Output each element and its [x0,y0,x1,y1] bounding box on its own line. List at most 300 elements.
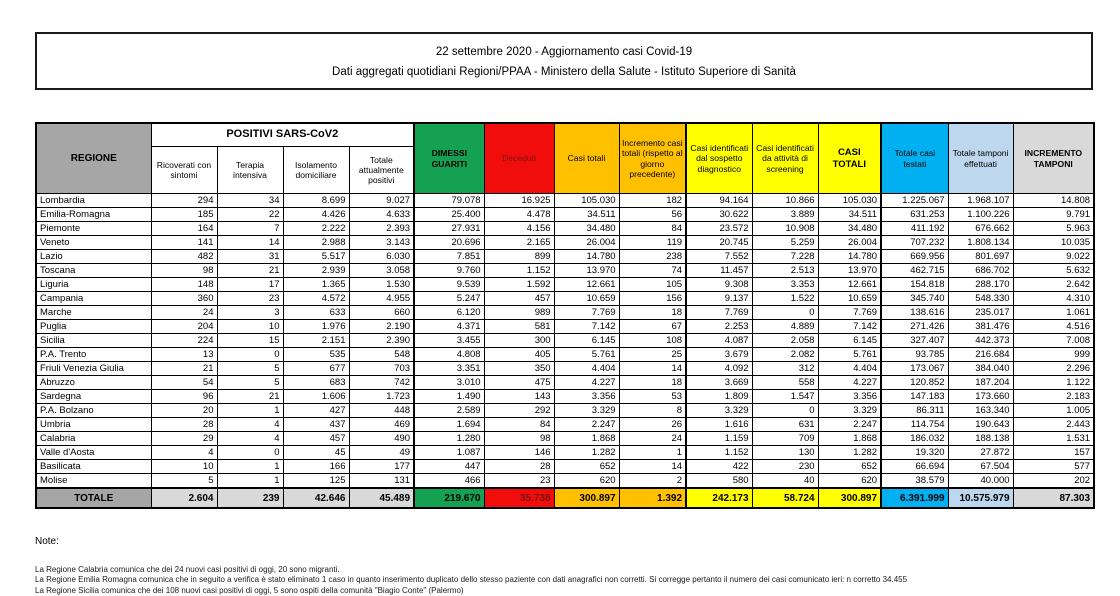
value-cell: 989 [484,306,554,320]
value-cell: 3.356 [554,390,619,404]
value-cell: 5.247 [414,292,484,306]
value-cell: 2.939 [283,264,349,278]
value-cell: 1 [217,460,283,474]
value-cell: 10.866 [752,194,818,208]
value-cell: 2.151 [283,334,349,348]
value-cell: 40.000 [948,474,1013,489]
value-cell: 7.142 [818,320,881,334]
value-cell: 238 [619,250,686,264]
title-box [35,32,1093,90]
value-cell: 27.931 [414,222,484,236]
table-row [36,320,1094,334]
value-cell: 28 [484,460,554,474]
value-cell: 87.303 [1013,488,1094,508]
region-cell: Abruzzo [36,376,151,390]
value-cell: 2 [619,474,686,489]
value-cell: 742 [349,376,414,390]
value-cell: 14 [217,236,283,250]
value-cell: 2.247 [818,418,881,432]
value-cell: 146 [484,446,554,460]
value-cell: 190.643 [948,418,1013,432]
col-header-terapia-intensiva: Terapia intensiva [217,147,283,194]
value-cell: 7.552 [686,250,752,264]
value-cell: 1.392 [619,488,686,508]
value-cell: 1.694 [414,418,484,432]
table-row [36,362,1094,376]
value-cell: 6.120 [414,306,484,320]
value-cell: 2.390 [349,334,414,348]
value-cell: 300.897 [818,488,881,508]
value-cell: 5 [217,362,283,376]
value-cell: 9.539 [414,278,484,292]
value-cell: 35.738 [484,488,554,508]
value-cell: 1.968.107 [948,194,1013,208]
value-cell: 8.699 [283,194,349,208]
value-cell: 25.400 [414,208,484,222]
value-cell: 1.592 [484,278,554,292]
value-cell: 6.030 [349,250,414,264]
value-cell: 580 [686,474,752,489]
value-cell: 4.371 [414,320,484,334]
value-cell: 5.761 [554,348,619,362]
value-cell: 21 [217,264,283,278]
value-cell: 577 [1013,460,1094,474]
region-cell: Lombardia [36,194,151,208]
value-cell: 163.340 [948,404,1013,418]
value-cell: 166 [283,460,349,474]
value-cell: 4 [217,432,283,446]
value-cell: 4.404 [818,362,881,376]
col-header-casi-totali: Casi totali [554,123,619,194]
value-cell: 312 [752,362,818,376]
value-cell: 86.311 [881,404,948,418]
value-cell: 12.661 [554,278,619,292]
value-cell: 235.017 [948,306,1013,320]
value-cell: 345.740 [881,292,948,306]
value-cell: 164 [151,222,217,236]
value-cell: 4.227 [554,376,619,390]
table-row [36,264,1094,278]
value-cell: 29 [151,432,217,446]
region-cell: Toscana [36,264,151,278]
table-row [36,474,1094,489]
value-cell: 3.455 [414,334,484,348]
value-cell: 5 [151,474,217,489]
value-cell: 24 [619,432,686,446]
col-header-casi-screening: Casi identificati da attività di screening [752,123,818,194]
value-cell: 23.572 [686,222,752,236]
value-cell: 462.715 [881,264,948,278]
value-cell: 660 [349,306,414,320]
region-cell: Sicilia [36,334,151,348]
region-cell: Molise [36,474,151,489]
col-header-deceduti: Deceduti [484,123,554,194]
value-cell: 2.589 [414,404,484,418]
title-line-2: Dati aggregati quotidiani Regioni/PPAA - Ministero della Salute - Istituto Superiore di Sanità [332,66,796,78]
region-cell: Lazio [36,250,151,264]
value-cell: 1.005 [1013,404,1094,418]
value-cell: 709 [752,432,818,446]
value-cell: 58.724 [752,488,818,508]
value-cell: 4.404 [554,362,619,376]
value-cell: 79.078 [414,194,484,208]
table-row [36,278,1094,292]
value-cell: 216.684 [948,348,1013,362]
value-cell: 4.227 [818,376,881,390]
value-cell: 7.769 [554,306,619,320]
value-cell: 683 [283,376,349,390]
value-cell: 84 [619,222,686,236]
value-cell: 53 [619,390,686,404]
value-cell: 9.027 [349,194,414,208]
value-cell: 1.531 [1013,432,1094,446]
value-cell: 3.889 [752,208,818,222]
value-cell: 1.280 [414,432,484,446]
region-cell: Marche [36,306,151,320]
value-cell: 25 [619,348,686,362]
value-cell: 219.670 [414,488,484,508]
value-cell: 652 [554,460,619,474]
value-cell: 5.963 [1013,222,1094,236]
value-cell: 138.616 [881,306,948,320]
value-cell: 3.058 [349,264,414,278]
value-cell: 1.282 [818,446,881,460]
value-cell: 4.633 [349,208,414,222]
value-cell: 2.604 [151,488,217,508]
value-cell: 9.760 [414,264,484,278]
region-cell: Puglia [36,320,151,334]
value-cell: 173.660 [948,390,1013,404]
value-cell: 469 [349,418,414,432]
value-cell: 67.504 [948,460,1013,474]
value-cell: 1.282 [554,446,619,460]
col-header-dimessi-guariti: DIMESSI GUARITI [414,123,484,194]
col-group-positivi-sars-cov2: POSITIVI SARS-CoV2 [151,123,414,147]
value-cell: 676.662 [948,222,1013,236]
table-row [36,236,1094,250]
value-cell: 93.785 [881,348,948,362]
value-cell: 13.970 [818,264,881,278]
value-cell: 154.818 [881,278,948,292]
table-row [36,404,1094,418]
value-cell: 31 [217,250,283,264]
value-cell: 10.659 [818,292,881,306]
table-row [36,418,1094,432]
table-body [36,194,1094,509]
value-cell: 224 [151,334,217,348]
value-cell: 187.204 [948,376,1013,390]
note-line: La Regione Emilia Romagna comunica che in seguito a verifica è stato eliminato 1 caso in quanto inserimento duplicato dello stesso paziente con dati anagrafici non corretti. Si corregge pertanto il numero dei casi comunicato ieri: n corretto 34.455 [35,575,908,585]
value-cell: 19.320 [881,446,948,460]
value-cell: 4.808 [414,348,484,362]
value-cell: 22 [217,208,283,222]
table-row [36,208,1094,222]
value-cell: 5.632 [1013,264,1094,278]
table-row [36,376,1094,390]
value-cell: 14.808 [1013,194,1094,208]
value-cell: 9.137 [686,292,752,306]
value-cell: 6.145 [818,334,881,348]
value-cell: 27.872 [948,446,1013,460]
value-cell: 67 [619,320,686,334]
value-cell: 300.897 [554,488,619,508]
value-cell: 2.190 [349,320,414,334]
col-header-totale-tamponi: Totale tamponi effettuati [948,123,1013,194]
value-cell: 13 [151,348,217,362]
value-cell: 130 [752,446,818,460]
value-cell: 4.478 [484,208,554,222]
value-cell: 801.697 [948,250,1013,264]
value-cell: 156 [619,292,686,306]
value-cell: 10 [217,320,283,334]
value-cell: 4.087 [686,334,752,348]
col-header-casi-sospetto-diagnostico: Casi identificati dal sospetto diagnostico [686,123,752,194]
value-cell: 2.253 [686,320,752,334]
value-cell: 288.170 [948,278,1013,292]
table-row [36,306,1094,320]
value-cell: 1.152 [686,446,752,460]
value-cell: 300 [484,334,554,348]
value-cell: 18 [619,306,686,320]
value-cell: 177 [349,460,414,474]
value-cell: 147.183 [881,390,948,404]
value-cell: 0 [217,446,283,460]
value-cell: 5 [217,376,283,390]
value-cell: 10 [151,460,217,474]
value-cell: 3.356 [818,390,881,404]
value-cell: 34 [217,194,283,208]
value-cell: 1.159 [686,432,752,446]
value-cell: 1 [217,404,283,418]
value-cell: 1.061 [1013,306,1094,320]
value-cell: 26.004 [554,236,619,250]
value-cell: 24 [151,306,217,320]
value-cell: 42.646 [283,488,349,508]
note-line: La Regione Calabria comunica che dei 24 nuovi casi positivi di oggi, 20 sono migranti. [35,565,340,574]
value-cell: 21 [217,390,283,404]
region-cell: Calabria [36,432,151,446]
value-cell: 15 [217,334,283,348]
value-cell: 2.247 [554,418,619,432]
value-cell: 7.769 [686,306,752,320]
value-cell: 1.547 [752,390,818,404]
value-cell: 271.426 [881,320,948,334]
value-cell: 457 [484,292,554,306]
value-cell: 548.330 [948,292,1013,306]
region-cell: Umbria [36,418,151,432]
col-header-incremento-casi-totali: Incremento casi totali (rispetto al giorno precedente) [619,123,686,194]
value-cell: 9.791 [1013,208,1094,222]
value-cell: 98 [484,432,554,446]
value-cell: 98 [151,264,217,278]
value-cell: 2.296 [1013,362,1094,376]
value-cell: 56 [619,208,686,222]
value-cell: 581 [484,320,554,334]
value-cell: 230 [752,460,818,474]
value-cell: 7 [217,222,283,236]
value-cell: 1.976 [283,320,349,334]
value-cell: 381.476 [948,320,1013,334]
value-cell: 535 [283,348,349,362]
value-cell: 30.622 [686,208,752,222]
covid-data-table [35,122,1095,509]
value-cell: 40 [752,474,818,489]
value-cell: 437 [283,418,349,432]
col-header-regione: REGIONE [36,123,151,194]
region-cell: P.A. Bolzano [36,404,151,418]
value-cell: 2.988 [283,236,349,250]
region-cell: Sardegna [36,390,151,404]
value-cell: 84 [484,418,554,432]
value-cell: 999 [1013,348,1094,362]
value-cell: 7.008 [1013,334,1094,348]
value-cell: 350 [484,362,554,376]
value-cell: 1.606 [283,390,349,404]
value-cell: 2.082 [752,348,818,362]
value-cell: 6.145 [554,334,619,348]
table-row [36,334,1094,348]
value-cell: 26 [619,418,686,432]
value-cell: 292 [484,404,554,418]
value-cell: 1.868 [818,432,881,446]
value-cell: 0 [752,306,818,320]
value-cell: 239 [217,488,283,508]
value-cell: 5.761 [818,348,881,362]
value-cell: 4.572 [283,292,349,306]
value-cell: 442.373 [948,334,1013,348]
value-cell: 202 [1013,474,1094,489]
region-cell: Emilia-Romagna [36,208,151,222]
value-cell: 10.035 [1013,236,1094,250]
value-cell: 620 [554,474,619,489]
value-cell: 1.490 [414,390,484,404]
col-header-isolamento: Isolamento domiciliare [283,147,349,194]
value-cell: 105.030 [554,194,619,208]
value-cell: 686.702 [948,264,1013,278]
value-cell: 1 [619,446,686,460]
col-header-totale-positivi: Totale attualmente positivi [349,147,414,194]
value-cell: 141 [151,236,217,250]
value-cell: 707.232 [881,236,948,250]
value-cell: 185 [151,208,217,222]
table-row [36,390,1094,404]
value-cell: 4.889 [752,320,818,334]
note-line: La Regione Sicilia comunica che dei 108 nuovi casi positivi di oggi, 5 sono ospiti della comunità "Biagio Conte" (Palermo) [35,585,464,595]
value-cell: 1.365 [283,278,349,292]
col-header-incremento-tamponi: INCREMENTO TAMPONI [1013,123,1094,194]
value-cell: 6.391.999 [881,488,948,508]
value-cell: 204 [151,320,217,334]
value-cell: 14 [619,362,686,376]
value-cell: 4.516 [1013,320,1094,334]
value-cell: 4.310 [1013,292,1094,306]
value-cell: 360 [151,292,217,306]
value-cell: 34.511 [554,208,619,222]
value-cell: 2.642 [1013,278,1094,292]
value-cell: 28 [151,418,217,432]
value-cell: 3.351 [414,362,484,376]
value-cell: 38.579 [881,474,948,489]
value-cell: 20 [151,404,217,418]
value-cell: 7.769 [818,306,881,320]
value-cell: 12.661 [818,278,881,292]
value-cell: 2.222 [283,222,349,236]
value-cell: 447 [414,460,484,474]
value-cell: 327.407 [881,334,948,348]
value-cell: 3.679 [686,348,752,362]
value-cell: 26.004 [818,236,881,250]
value-cell: 1.100.226 [948,208,1013,222]
value-cell: 2.513 [752,264,818,278]
value-cell: 427 [283,404,349,418]
value-cell: 10.659 [554,292,619,306]
value-cell: 548 [349,348,414,362]
value-cell: 173.067 [881,362,948,376]
value-cell: 4.092 [686,362,752,376]
table-row [36,250,1094,264]
value-cell: 1.809 [686,390,752,404]
value-cell: 14.780 [818,250,881,264]
value-cell: 1.152 [484,264,554,278]
value-cell: 631 [752,418,818,432]
value-cell: 186.032 [881,432,948,446]
value-cell: 4.426 [283,208,349,222]
value-cell: 3.329 [686,404,752,418]
value-cell: 490 [349,432,414,446]
value-cell: 7.142 [554,320,619,334]
value-cell: 108 [619,334,686,348]
value-cell: 294 [151,194,217,208]
value-cell: 448 [349,404,414,418]
value-cell: 34.511 [818,208,881,222]
value-cell: 7.228 [752,250,818,264]
value-cell: 4.156 [484,222,554,236]
value-cell: 3.010 [414,376,484,390]
value-cell: 3.329 [554,404,619,418]
value-cell: 677 [283,362,349,376]
table-row [36,432,1094,446]
value-cell: 475 [484,376,554,390]
value-cell: 3.329 [818,404,881,418]
value-cell: 3 [217,306,283,320]
region-cell: TOTALE [36,488,151,508]
value-cell: 14.780 [554,250,619,264]
value-cell: 49 [349,446,414,460]
value-cell: 0 [217,348,283,362]
table-row [36,348,1094,362]
value-cell: 10.575.979 [948,488,1013,508]
value-cell: 23 [217,292,283,306]
table-row [36,194,1094,208]
value-cell: 96 [151,390,217,404]
value-cell: 1.122 [1013,376,1094,390]
value-cell: 3.353 [752,278,818,292]
table-row [36,460,1094,474]
value-cell: 0 [752,404,818,418]
col-header-totale-casi-testati: Totale casi testati [881,123,948,194]
value-cell: 21 [151,362,217,376]
value-cell: 384.040 [948,362,1013,376]
title-line-1: 22 settembre 2020 - Aggiornamento casi Covid-19 [435,46,693,58]
value-cell: 631.253 [881,208,948,222]
value-cell: 1.723 [349,390,414,404]
value-cell: 422 [686,460,752,474]
value-cell: 1.616 [686,418,752,432]
value-cell: 125 [283,474,349,489]
value-cell: 16.925 [484,194,554,208]
value-cell: 669.956 [881,250,948,264]
value-cell: 1.087 [414,446,484,460]
